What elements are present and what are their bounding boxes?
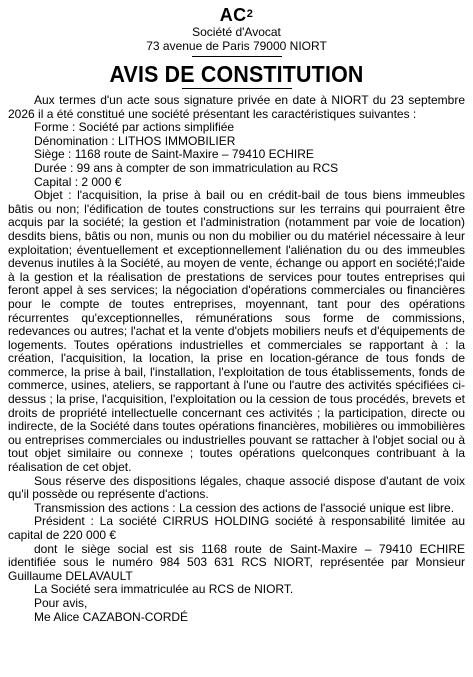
pour-avis: Pour avis, [34,595,88,610]
firm-logo [8,5,465,25]
logo-main: AC [219,5,247,25]
field-forme: Forme : Société par actions simplifiée [34,120,235,135]
field-duree: Durée : 99 ans à compter de son immatriculation au RCS [34,160,339,175]
title-divider [182,88,292,89]
logo-superscript: 2 [246,8,254,20]
closing-block [8,583,465,624]
intro-paragraph: Aux termes d'un acte sous signature privée en date à NIORT du 23 septembre 2026 il a été constitué une société présentant les caractéristiques suivantes : [8,93,465,121]
vote-paragraph: Sous réserve des dispositions légales, chaque associé dispose d'autant de voix qu'il possède ou représente d'actions. [8,473,465,502]
notice-header [8,5,465,57]
notice-title: AVIS DE CONSTITUTION [109,61,364,87]
signatory: Me Alice CAZABON-CORDÉ [34,609,189,624]
field-siege: Siège : 1168 route de Saint-Maxire – 79410 ECHIRE [34,147,314,162]
firm-address: 73 avenue de Paris 79000 NIORT [146,39,327,53]
field-denomination: Dénomination : LITHOS IMMOBILIER [34,133,236,148]
field-capital: Capital : 2 000 € [34,174,122,189]
president-details: dont le siège social est sis 1168 route de Saint-Maxire – 79410 ECHIRE identifiée sous le numéro 984 503 631 RCS NIORT, représentée par Monsieur Guillaume DELAVAULT [8,541,465,583]
rcs-line: La Société sera immatriculée au RCS de NIORT. [34,582,294,597]
notice-body [8,94,465,624]
transmission-paragraph: Transmission des actions : La cession des actions de l'associé unique est libre. [34,500,455,515]
firm-name: Société d'Avocat [192,25,281,39]
header-divider [192,56,282,57]
president-paragraph: Président : La société CIRRUS HOLDING société à responsabilité limitée au capital de 220 000 € [8,514,465,542]
objet-paragraph: Objet : l'acquisition, la prise à bail ou en crédit-bail de tous biens immeubles bâtis ou non; l'édification de toutes constructions sur les terrains qui pourraient être acquis par la société; la gestion et l'administration (notamment par voie de location) desdits biens, bâtis ou non, munis ou non du mobilier ou du matériel nécessaire à leur exploitation; éventuellement et exceptionnellement l'aliénation du ou des immeubles devenus inutiles à la Société, au moyen de vente, échange ou apport en société;l'aide à la gestion et la réalisation de prestations de services pour toutes entreprises qui feront appel à ses services; la négociation d'opérations commerciales ou financières pour le compte de toutes entreprises, moyennant, tant pour des opérations récurrentes qu'exceptionnelles, rémunérations sous forme de commissions, redevances ou autres; l'achat et la vente d'objets mobiliers neufs et d'équipements de logements. Toutes opérations industrielles et commerciales se rapportant à : la création, l'acquisition, la location, la prise en location-gérance de tous fonds de commerce, la prise à bail, l'installation, l'exploitation de tous établissements, fonds de commerce, usines, ateliers, se rapportant à l'une ou l'autre des activités spécifiées ci-dessus ; la prise, l'acquisition, l'exploitation ou la cession de tous procédés, brevets et droits de propriété intellectuelle concernant ces activités ; la participation, directe ou indirecte, de la Société dans toutes opérations financières, mobilières ou immobilières ou entreprises commerciales ou industrielles pouvant se rattacher à l'objet social ou à tout objet similaire ou connexe ; toutes opérations quelconques contribuant à la réalisation de cet objet. [8,188,465,475]
